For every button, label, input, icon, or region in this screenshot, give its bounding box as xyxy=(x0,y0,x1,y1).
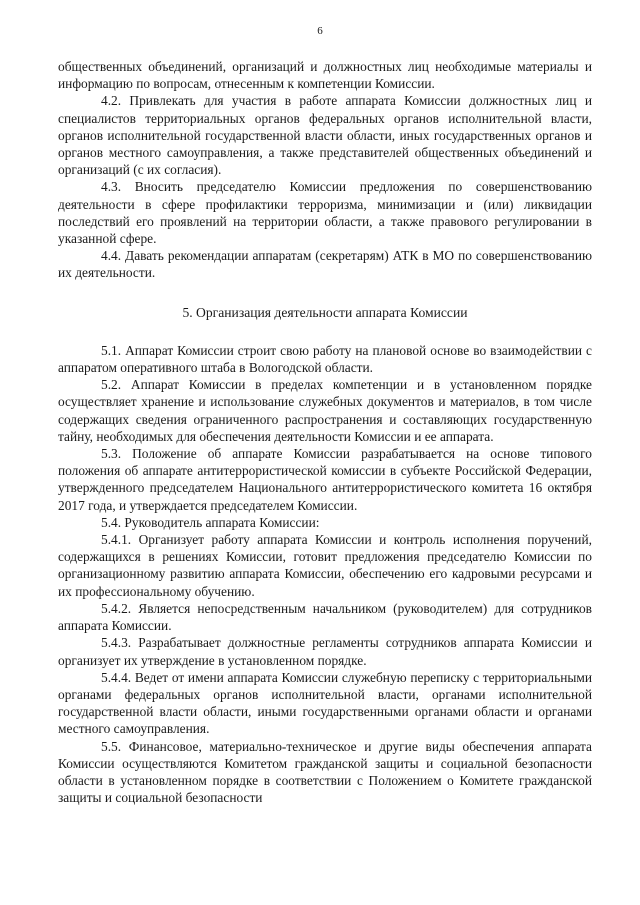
document-body xyxy=(58,58,592,806)
section-title: 5. Организация деятельности аппарата Комиссии xyxy=(182,304,468,320)
paragraph-continuation: общественных объединений, организаций и должностных лиц необходимые материалы и информацию по вопросам, отнесенным к компетенции Комиссии. xyxy=(58,59,592,92)
paragraph-5-4-1: 5.4.1. Организует работу аппарата Комиссии и контроль исполнения поручений, содержащихся в решениях Комиссии, готовит предложения председателю Комиссии по организационному развитию аппарата Комиссии, обеспечению его кадровыми ресурсами и их профессиональному обучению. xyxy=(58,532,592,599)
paragraph-5-4-2: 5.4.2. Является непосредственным начальником (руководителем) для сотрудников аппарата Комиссии. xyxy=(58,600,592,634)
paragraph-5-4: 5.4. Руководитель аппарата Комиссии: xyxy=(101,514,320,530)
paragraph-4-4: 4.4. Давать рекомендации аппаратам (секретарям) АТК в МО по совершенствованию их деятельности. xyxy=(58,248,592,281)
page-number: 6 xyxy=(317,25,323,37)
paragraph-4-2: 4.2. Привлекать для участия в работе аппарата Комиссии должностных лиц и специалистов территориальных органов федеральных органов исполнительной власти, органов исполнительной государственной власти области, иных государственных органов и органов местного самоуправления, а также представителей общественных объединений и организаций (с их согласия). xyxy=(58,93,592,178)
paragraph-5-5: 5.5. Финансовое, материально-техническое и другие виды обеспечения аппарата Комиссии осуществляются Комитетом гражданской защиты и социальной безопасности области в установленном порядке в соответствии с Положением о Комитете гражданской защиты и социальной безопасности xyxy=(58,738,592,806)
paragraph-5-4-4: 5.4.4. Ведет от имени аппарата Комиссии служебную переписку с территориальными органами федеральных органов исполнительной власти, органами исполнительной государственной власти области, иными государственными органами области и органами местного самоуправления. xyxy=(58,669,592,737)
paragraph-5-4-3: 5.4.3. Разрабатывает должностные регламенты сотрудников аппарата Комиссии и организует их утверждение в установленном порядке. xyxy=(58,635,592,668)
paragraph-5-3: 5.3. Положение об аппарате Комиссии разрабатывается на основе типового положения об аппарате антитеррористической комиссии в субъекте Российской Федерации, утвержденного председателем Национального антитеррористического комитета 16 октября 2017 года, и утверждается председателем Комиссии. xyxy=(58,446,592,513)
paragraph-5-1: 5.1. Аппарат Комиссии строит свою работу на плановой основе во взаимодействии с аппаратом оперативного штаба в Вологодской области. xyxy=(58,342,592,376)
paragraph-4-3: 4.3. Вносить председателю Комиссии предложения по совершенствованию деятельности в сфере профилактики терроризма, минимизации и (или) ликвидации последствий его проявлений на территории области, а также правового регулировании в указанной сфере. xyxy=(58,179,592,247)
paragraph-5-2: 5.2. Аппарат Комиссии в пределах компетенции и в установленном порядке осуществляет хранение и использование служебных документов и материалов, в том числе содержащих сведения ограниченного распространения и составляющих государственную тайну, необходимых для обеспечения деятельности Комиссии и ее аппарата. xyxy=(58,377,592,444)
